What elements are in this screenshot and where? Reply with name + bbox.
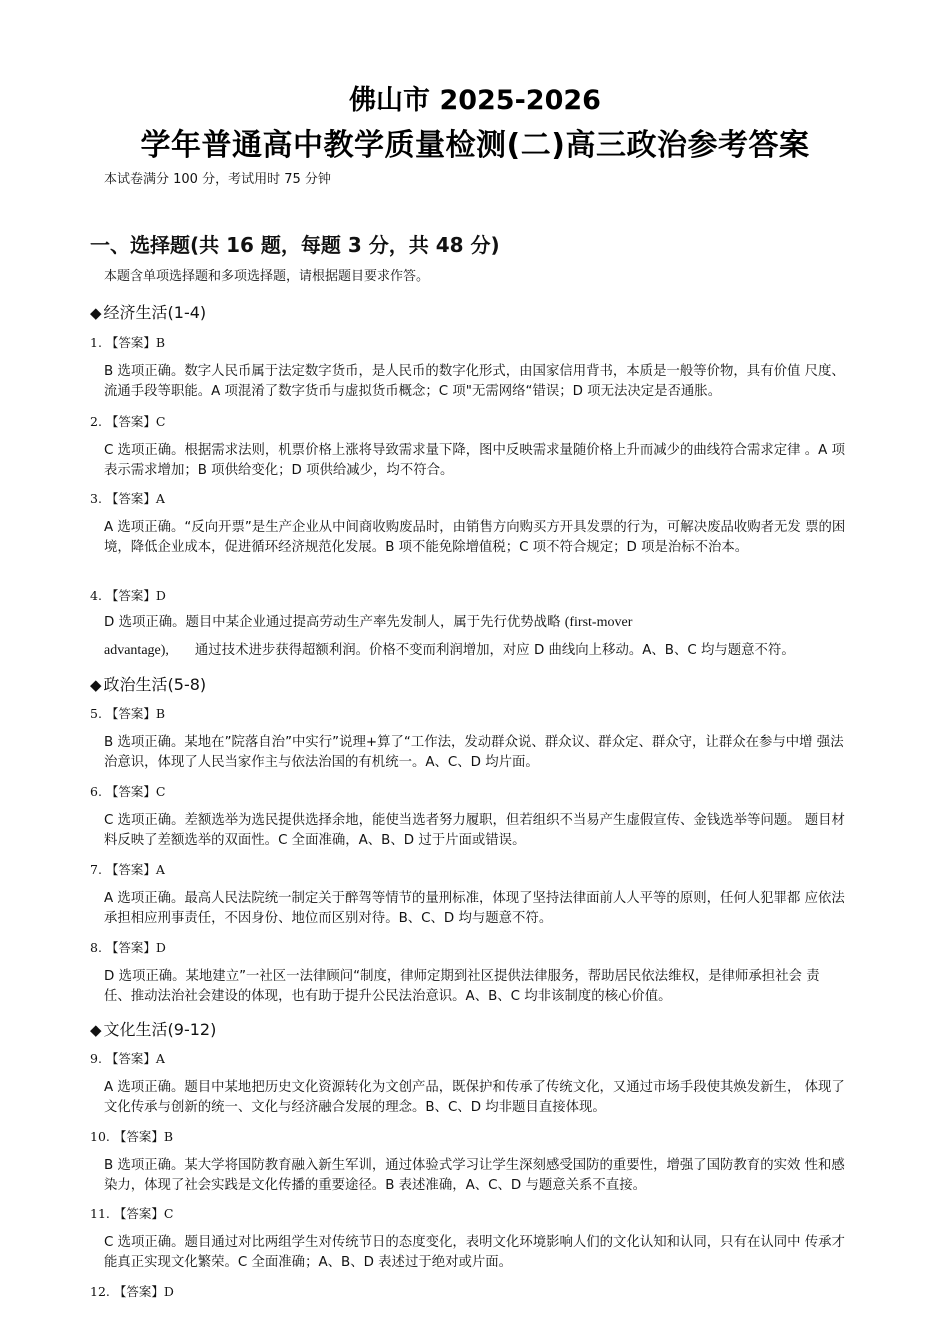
diamond-bullet-icon: ◆ <box>90 304 102 322</box>
question-9-answer: 9. 【答案】A <box>90 1051 165 1066</box>
question-5-explanation: B 选项正确。某地在”院落自治”中实行”说理+算了“工作法，发动群众说、群众议、群众定、群众守，让群众在参与中增 强法治意识，体现了人民当家作主与依法治国的有机统一。A、C、D 均片面。 <box>104 735 844 770</box>
question-12-answer: 12. 【答案】D <box>90 1284 174 1299</box>
question-1-answer: 1. 【答案】B <box>90 335 166 350</box>
question-6-answer: 6. 【答案】C <box>90 784 166 799</box>
question-11-answer: 11. 【答案】C <box>90 1206 174 1221</box>
category-culture <box>90 1017 216 1040</box>
category-label: 文化生活(9-12) <box>103 1020 217 1039</box>
question-1-explanation: B 选项正确。数字人民币属于法定数字货币，是人民币的数字化形式，由国家信用背书，本质是一般等价物，具有价值 尺度、流通手段等职能。A 项混淆了数字货币与虚拟货币概念；C 项"无需网络“错误；D 项无法决定是否通胀。 <box>104 364 845 399</box>
question-7-explanation: A 选项正确。最高人民法院统一制定关于醉驾等情节的量刑标准，体现了坚持法律面前人人平等的原则，任何人犯罪都 应依法承担相应刑事责任，不因身份、地位而区别对待。B、C、D 均与题意不符。 <box>104 891 845 926</box>
title-line-2: 学年普通高中教学质量检测(二)高三政治参考答案 <box>140 128 810 163</box>
section-1-heading: 一、选择题(共 16 题，每题 3 分，共 48 分) <box>90 233 500 257</box>
question-4-explanation-part-4: 通过技术进步获得超额利润。价格不变而利润增加，对应 D 曲线向上移动。A、B、C 均与题意不符。 <box>194 643 795 658</box>
category-label: 政治生活(5-8) <box>103 675 207 694</box>
question-10-explanation: B 选项正确。某大学将国防教育融入新生军训，通过体验式学习让学生深刻感受国防的重要性，增强了国防教育的实效 性和感染力，体现了社会实践是文化传播的重要途径。B 表述准确，A、C、D 与题意关系不直接。 <box>104 1158 845 1193</box>
question-4-explanation-line-2 <box>104 641 846 661</box>
category-politics <box>90 672 206 695</box>
question-2-explanation: C 选项正确。根据需求法则，机票价格上涨将导致需求量下降，图中反映需求量随价格上升而减少的曲线符合需求定律 。A 项表示需求增加；B 项供给变化；D 项供给减少，均不符合。 <box>104 443 845 478</box>
title-line-1: 佛山市 2025-2026 <box>349 85 601 116</box>
question-8-explanation: D 选项正确。某地建立”一社区一法律顾问“制度，律师定期到社区提供法律服务，帮助居民依法维权，是律师承担社会 责任、推动法治社会建设的体现，也有助于提升公民法治意识。A、B、C 均非该制度的核心价值。 <box>104 969 820 1004</box>
question-6-explanation: C 选项正确。差额选举为选民提供选择余地，能使当选者努力履职，但若组织不当易产生虚假宣传、金钱选举等问题。 题目材料反映了差额选举的双面性。C 全面准确，A、B、D 过于片面或错误。 <box>104 813 845 848</box>
question-3-answer: 3. 【答案】A <box>90 491 165 506</box>
question-8-answer: 8. 【答案】D <box>90 940 166 955</box>
diamond-bullet-icon: ◆ <box>90 1021 102 1039</box>
question-4-answer: 4. 【答案】D <box>90 588 166 603</box>
question-4-term-english-2: advantage), <box>104 643 169 658</box>
question-4-term-english-1: (first-mover <box>564 615 633 630</box>
question-5-answer: 5. 【答案】B <box>90 706 166 721</box>
question-7-answer: 7. 【答案】A <box>90 862 165 877</box>
question-10-answer: 10. 【答案】B <box>90 1129 174 1144</box>
question-11-explanation: C 选项正确。题目通过对比两组学生对传统节日的态度变化，表明文化环境影响人们的文化认知和认同，只有在认同中 传承才能真正实现文化繁荣。C 全面准确；A、B、D 表述过于绝对或片面。 <box>104 1235 845 1270</box>
section-1-description: 本题含单项选择题和多项选择题，请根据题目要求作答。 <box>104 269 430 284</box>
question-4-explanation-line-1 <box>104 613 846 633</box>
question-9-explanation: A 选项正确。题目中某地把历史文化资源转化为文创产品，既保护和传承了传统文化，又通过市场手段使其焕发新生， 体现了文化传承与创新的统一、文化与经济融合发展的理念。B、C、D 均非题目直接体现。 <box>104 1080 845 1115</box>
exam-note: 本试卷满分 100 分，考试用时 75 分钟 <box>104 172 331 187</box>
category-label: 经济生活(1-4) <box>103 303 207 322</box>
question-3-explanation: A 选项正确。“反向开票”是生产企业从中间商收购废品时，由销售方向购买方开具发票的行为，可解决废品收购者无发 票的困境，降低企业成本，促进循环经济规范化发展。B 项不能免除增值税；C 项不符合规定；D 项是治标不治本。 <box>104 520 846 555</box>
question-4-explanation-part-1: D 选项正确。题目中某企业通过提高劳动生产率先发制人，属于先行优势战略 <box>104 615 565 630</box>
diamond-bullet-icon: ◆ <box>90 676 102 694</box>
category-economy <box>90 300 206 323</box>
question-2-answer: 2. 【答案】C <box>90 414 166 429</box>
